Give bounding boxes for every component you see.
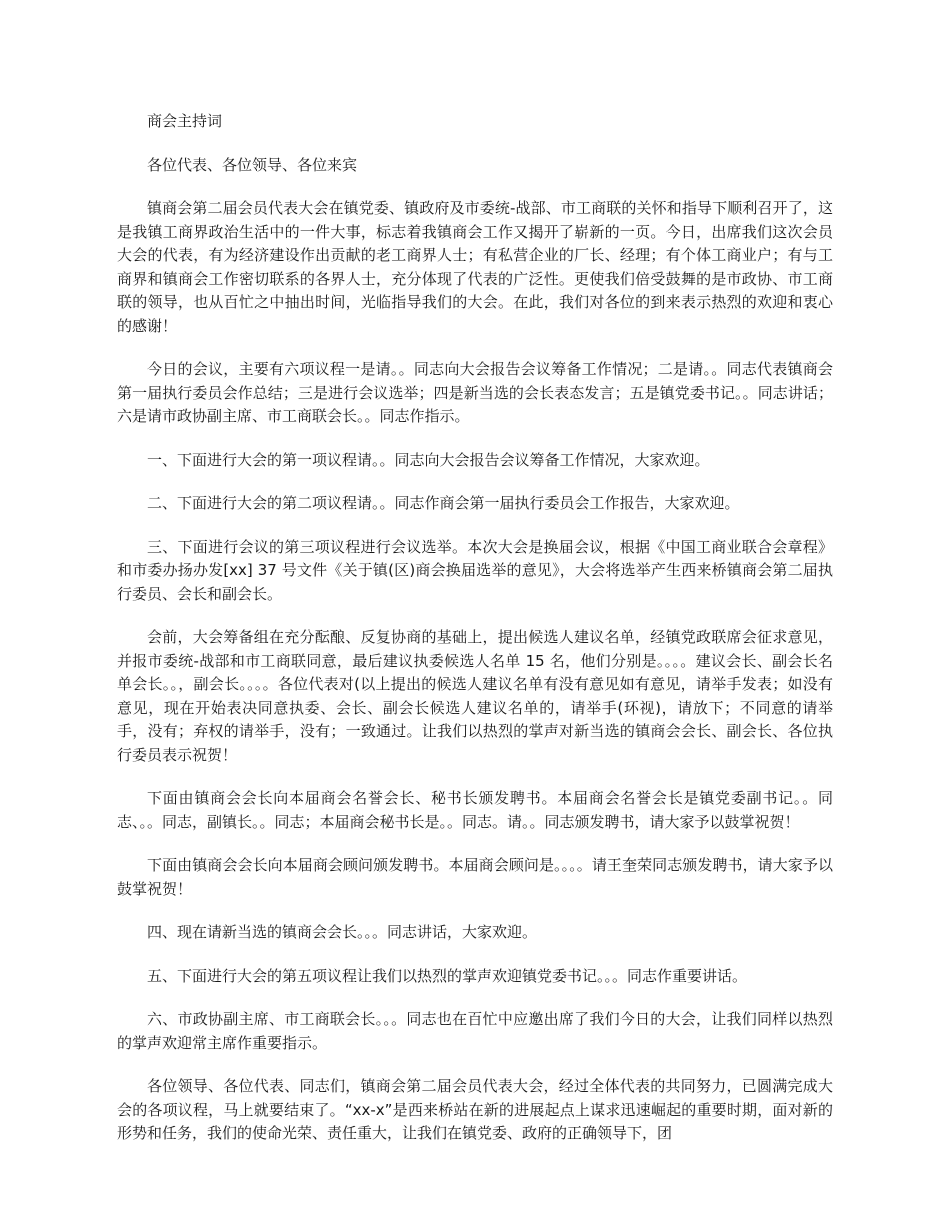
paragraph-item-5: 五、下面进行大会的第五项议程让我们以热烈的掌声欢迎镇党委书记。。。同志作重要讲话。 [147, 966, 748, 985]
paragraph-opening: 镇商会第二届会员代表大会在镇党委、镇政府及市委统-战部、市工商联的关怀和指导下顺利召开了，这是我镇工商界政治生活中的一件大事，标志着我镇商会工作又揭开了崭新的一页。今日，出席我们这次会员大会的代表，有为经济建设作出贡献的老工商界人士；有私营企业的厂长、经理；有个体工商业户；有与工商界和镇商会工作密切联系的各界人士，充分体现了代表的广泛性。更使我们倍受鼓舞的是市政协、市工商联的领导，也从百忙之中抽出时间，光临指导我们的大会。在此，我们对各位的到来表示热烈的欢迎和衷心的感谢！ [117, 199, 833, 335]
paragraph-honorary: 下面由镇商会会长向本届商会名誉会长、秘书长颁发聘书。本届商会名誉会长是镇党委副书记。。同志、。。同志，副镇长。。同志；本届商会秘书长是。。同志。请。。同志颁发聘书，请大家予以鼓掌祝贺！ [117, 789, 833, 831]
paragraph-closing: 各位领导、各位代表、同志们，镇商会第二届会员代表大会，经过全体代表的共同努力，已圆满完成大会的各项议程，马上就要结束了。“xx-x”是西来桥站在新的进展起点上谋求迅速崛起的重要时期，面对新的形势和任务，我们的使命光荣、责任重大，让我们在镇党委、政府的正确领导下，团 [117, 1077, 833, 1142]
document-page [117, 110, 833, 1166]
paragraph-item-6: 六、市政协副主席、市工商联会长。。。同志也在百忙中应邀出席了我们今日的大会，让我们同样以热烈的掌声欢迎常主席作重要指示。 [117, 1010, 833, 1052]
paragraph-election: 会前，大会筹备组在充分酝酿、反复协商的基础上，提出候选人建议名单，经镇党政联席会征求意见，并报市委统-战部和市工商联同意，最后建议执委候选人名单 15 名，他们分别是。。。。建议会长、副会长名单会长。。，副会长。。。。各位代表对(以上提出的候选人建议名单有没有意见如有意见，请举手发表；如没有意见，现在开始表决同意执委、会长、副会长候选人建议名单的，请举手(环视)，请放下；不同意的请举手，没有；弃权的请举手，没有；一致通过。让我们以热烈的掌声对新当选的镇商会会长、副会长、各位执行委员表示祝贺！ [117, 628, 833, 764]
paragraph-advisors: 下面由镇商会会长向本届商会顾问颁发聘书。本届商会顾问是。。。。请王奎荣同志颁发聘书，请大家予以鼓掌祝贺！ [117, 856, 833, 898]
paragraph-item-2: 二、下面进行大会的第二项议程请。。同志作商会第一届执行委员会工作报告，大家欢迎。 [147, 494, 740, 512]
greeting-line: 各位代表、各位领导、各位来宾 [147, 155, 358, 174]
document-title: 商会主持词 [147, 112, 223, 130]
paragraph-item-3: 三、下面进行会议的第三项议程进行会议选举。本次大会是换届会议，根据《中国工商业联合会章程》和市委办扬办发[xx] 37 号文件《关于镇(区)商会换届选举的意见》，大会将选举产生西来桥镇商会第二届执行委员、会长和副会长。 [117, 537, 833, 603]
paragraph-item-1: 一、下面进行大会的第一项议程请。。同志向大会报告会议筹备工作情况，大家欢迎。 [147, 450, 710, 469]
paragraph-item-4: 四、现在请新当选的镇商会会长。。。同志讲话，大家欢迎。 [147, 923, 538, 941]
paragraph-agenda: 今日的会议，主要有六项议程一是请。。同志向大会报告会议筹备工作情况；二是请。。同志代表镇商会第一届执行委员会作总结；三是进行会议选举；四是新当选的会长表态发言；五是镇党委书记。。同志讲话；六是请市政协副主席、市工商联会长。。同志作指示。 [117, 360, 833, 425]
